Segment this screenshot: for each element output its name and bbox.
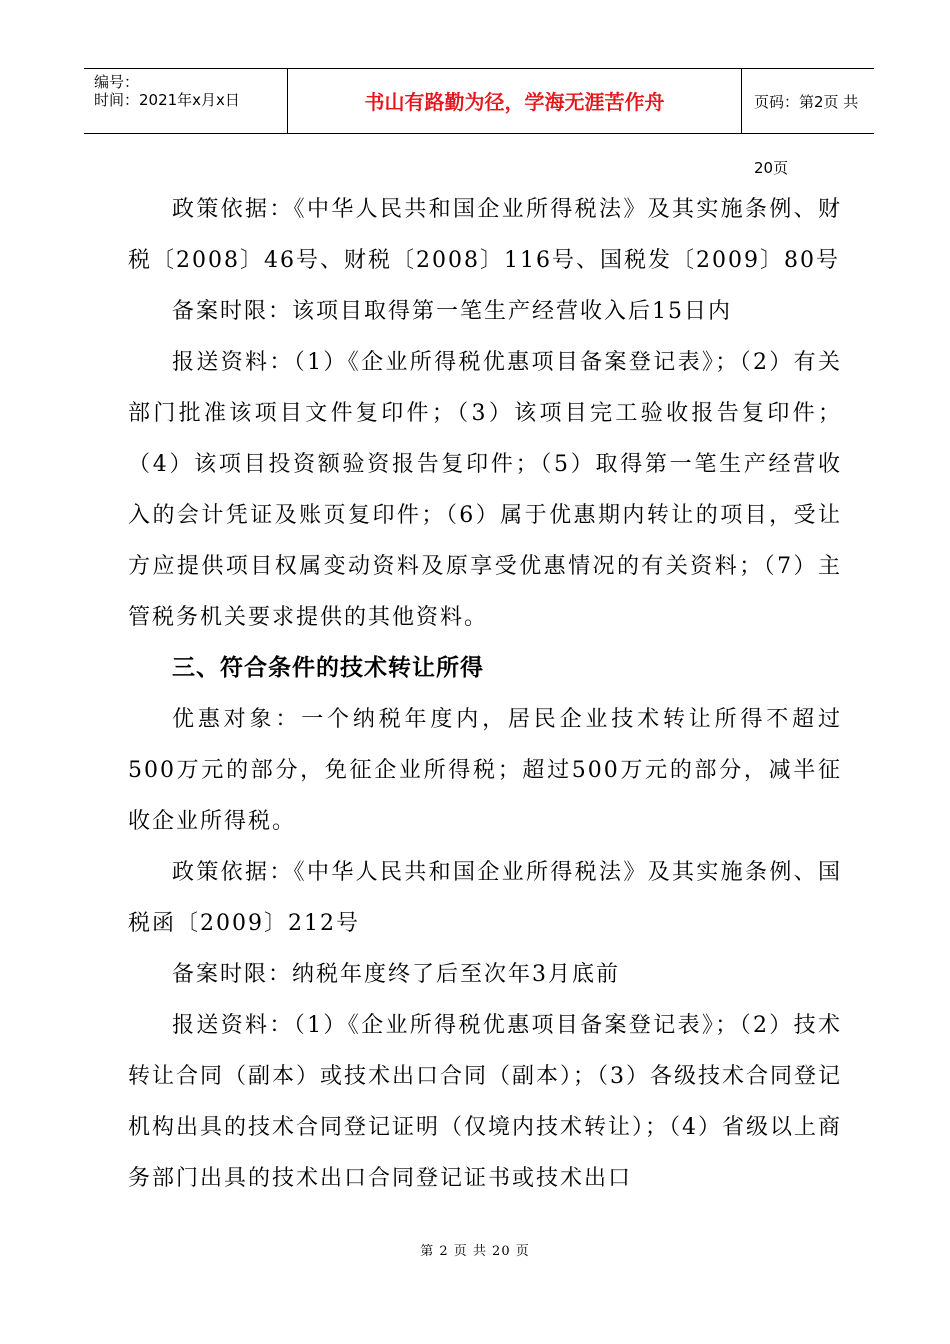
page-footer: 第 2 页 共 20 页: [420, 1244, 530, 1259]
document-time-label: 时间：2021年x月x日: [94, 91, 240, 109]
paragraph: 备案时限：该项目取得第一笔生产经营收入后15日内: [172, 299, 732, 324]
paragraph: 政策依据：《中华人民共和国企业所得税法》及其实施条例、国税函〔2009〕212号: [128, 860, 842, 936]
document-number-label: 编号：: [94, 73, 140, 91]
document-body: [128, 184, 842, 1204]
paragraph: 备案时限：纳税年度终了后至次年3月底前: [172, 962, 620, 987]
page-header: [84, 68, 874, 177]
paragraph: 报送资料：（1）《企业所得税优惠项目备案登记表》；（2）有关部门批准该项目文件复印件；（3）该项目完工验收报告复印件；（4）该项目投资额验资报告复印件；（5）取得第一笔生产经营收入的会计凭证及账页复印件；（6）属于优惠期内转让的项目，受让方应提供项目权属变动资料及原享受优惠情况的有关资料；（7）主管税务机关要求提供的其他资料。: [128, 350, 842, 630]
header-motto: 书山有路勤为径，学海无涯苦作舟: [287, 69, 742, 133]
header-page-number: 页码：第2页 共20页: [754, 93, 859, 177]
header-meta: [84, 69, 287, 133]
paragraph: 报送资料：（1）《企业所得税优惠项目备案登记表》；（2）技术转让合同（副本）或技术出口合同（副本）；（3）各级技术合同登记机构出具的技术合同登记证明（仅境内技术转让）；（4）省级以上商务部门出具的技术出口合同登记证书或技术出口: [128, 1013, 842, 1191]
paragraph: 优惠对象：一个纳税年度内，居民企业技术转让所得不超过500万元的部分，免征企业所得税；超过500万元的部分，减半征收企业所得税。: [128, 707, 842, 834]
section-heading: 三、符合条件的技术转让所得: [172, 655, 484, 681]
paragraph: 政策依据：《中华人民共和国企业所得税法》及其实施条例、财税〔2008〕46号、财税〔2008〕116号、国税发〔2009〕80号: [128, 197, 842, 273]
